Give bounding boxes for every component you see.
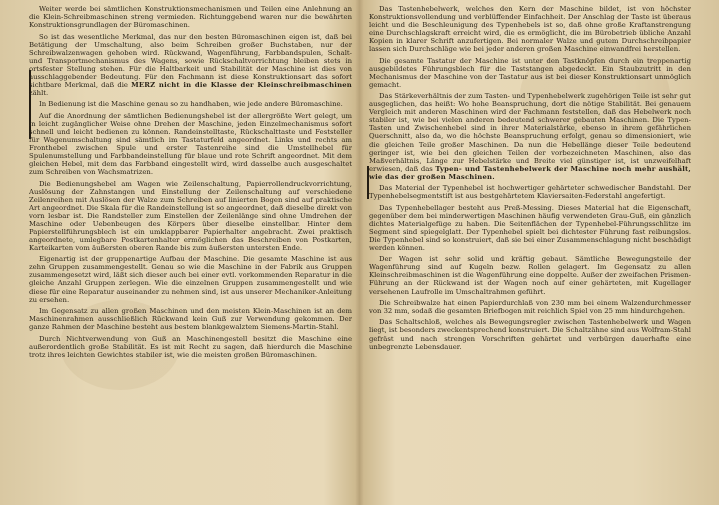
paragraph: In Bedienung ist die Maschine genau so zu handhaben, wie jede andere Büromaschine. <box>39 100 343 109</box>
paragraph: Die gesamte Tastatur der Maschine ist unter den Tastknöpfen durch ein treppenartig ausgebildetes Führungsblech für die Taststangen abgedeckt. Ein Staubzutritt in den Mechanismus der Maschine von der Tastatur aus ist bei dieser Konstruktionsart unmöglich gemacht. <box>369 56 691 89</box>
paragraph-text: Das Stärkeverhältnis der zum Tasten- und Typenhebelwerk zugehörigen Teile ist sehr gut ausgeglichen, das heißt: Wo hohe Beanspruchung, dort die nötige Stabilität. Bei genauem Vergleich mit anderen Maschinen wird der Fachmann feststellen, daß das Hebelwerk noch stabiler ist, wie bei vielen anderen bedeutend schwerer gebauten Maschinen. Die Typen-Tasten und Zwischenhebel sind in ihrer Materialstärke, ebenso in ihrem gefährlichen Querschnitt, also da, wo die höchste Beanspruchung erfolgt, genau so dimensioniert, wie die gleichen Teile großer Maschinen. Da nun die Hebellänge dieser Teile bedeutend geringer ist, wie bei den gleichen Teilen der vorbezeichneten Maschinen, also das Maßverhältnis, Länge zur Hebelstärke und Breite viel günstiger ist, ist unzweifelhaft erwiesen, daß das <box>369 92 691 173</box>
paragraph: Die Schreibwalze hat einen Papierdurchlaß von 230 mm bei einem Walzendurchmesser von 32 mm, sodaß die gesamten Briefbogen mit reichlich Spiel von 25 mm hindurchgehen. <box>369 298 691 315</box>
paragraph: Auf die Anordnung der sämtlichen Bedienungshebel ist der allergrößte Wert gelegt, um in leicht zugänglicher Weise ohne Drehen der Maschine, jeden Einzelmechanismus sofort schnell und leicht bedienen zu können. Randeinstelltaste, Rückschalttaste und Feststeller für Wagenumschaltung sind sämtlich im Tastaturfeld angeordnet. Links und rechts am Fronthebel zwischen Spule und erster Tastenreihe sind die Umstellhebel für Spulenumstellung und Farbbandeinstellung für blaue und rote Schrift angeordnet. Mit dem gleichen Hebel, mit dem das Farbband eingestellt wird, wird dasselbe auch ausgeschaltet zum Schreiben von Wachsmatrizen. <box>29 111 352 177</box>
paragraph: Das Tastenhebelwerk, welches den Kern der Maschine bildet, ist von höchster Konstruktionsvollendung und verblüffender Einfachheit. Der Anschlag der Taste ist überaus leicht und die Beschleunigung des Typenhebels ist so, daß ohne große Kraftanstrengung eine Durchschlagskraft erreicht wird, die es ermöglicht, die im Bürobetrieb übliche Anzahl Kopien in klarer Schrift anzufertigen. Bei normaler Walze und gutem Durchschreibpapier lassen sich Durchschläge wie bei jeder anderen großen Maschine einwandfrei herstellen. <box>369 5 691 54</box>
paragraph: Durch Nichtverwendung von Guß an Maschinengestell besitzt die Maschine eine außerordentlich große Stabilität. Es ist mit Recht zu sagen, daß hierdurch die Maschine trotz ihres leichten Gewichtes stabiler ist, wie die meisten großen Büromaschinen. <box>29 334 352 359</box>
paragraph: Weiter werde bei sämtlichen Konstruktionsmechanismen und Teilen eine Anlehnung an die Klein-Schreibmaschinen streng vermieden. Richtunggebend waren nur die bewährten Konstruktionsgrundlagen der Büromaschinen. <box>29 5 352 30</box>
paragraph: Das Typenhebellager besteht aus Preß-Messing. Dieses Material hat die Eigenschaft, gegenüber dem bei minderwertigen Maschinen häufig verwendeten Grau-Guß, ein gänzlich dichtes Materialgefüge zu haben. Die Seitenflächen der Typenhebel-Führungsschlitze im Segment sind spiegelglatt. Der Typenhebel spielt bei dichtester Führung fast reibungslos. Die Typenhebel sind so konstruiert, daß sie bei einer Zusammenschlagung nicht beschädigt werden können. <box>369 203 691 252</box>
paragraph: Das Material der Typenhebel ist hochwertiger gehärteter schwedischer Bandstahl. Der Typenhebelsegmentstift ist aus bestgehärtetem Klaviersaiten-Federstahl angefertigt. <box>369 184 691 201</box>
paragraph-text: zählt. <box>29 88 49 97</box>
emphasis-text: MERZ nicht in die Klasse der Kleinschreibmaschinen <box>131 80 352 89</box>
paragraph: Im Gegensatz zu allen großen Maschinen und den meisten Klein-Maschinen ist an dem Maschinenrahmen ausschließlich Rückwand kein Guß zur Verwendung gekommen. Der ganze Rahmen der Maschine besteht aus bestem blankgewalztem Siemens-Martin-Stahl. <box>29 306 352 332</box>
right-page <box>369 5 691 500</box>
paragraph: Die Bedienungshebel am Wagen wie Zeilenschaltung, Papierrollendruckvorrichtung, Auslösung der Zahnstangen und Einstellung der Zeilenschaltung auf verschiedene Zeilenreihen mit Auslösen der Walze zum Schreiben auf linierten Bogen sind auf praktische Art angeordnet. Die Skala für die Randeinstellung ist so angeordnet, daß dieselbe direkt von vorn lesbar ist. Die Randsteller zum Einstellen der Zeilenlänge sind ohne Umdrehen der Maschine oder Uebenbeugen des Körpers über dieselbe einstellbar. Hinter dem Papierstellführungsblech ist ein umklappbarer Papierhalter angebracht. Zwei praktisch angeordnete, umlegbare Postkartenhalter ermöglichen das Beschreiben von Postkarten, Karteikarten vom äußersten oberen Rande bis zum äußersten untersten Ende. <box>29 179 352 252</box>
paragraph: Eigenartig ist der gruppenartige Aufbau der Maschine. Die gesamte Maschine ist aus zehn Gruppen zusammengestellt. Genau so wie die Maschine in der Fabrik aus Gruppen zusammengesetzt wird, läßt sich dieser auch bei einer evtl. vorkommenden Reparatur in die gleiche Anzahl Gruppen zerlegen. Wie die einzelnen Gruppen zusammengestellt und wie diese für eine Reparatur auseinander zu nehmen sind, ist aus unserer Mechaniker-Anleitung zu ersehen. <box>29 255 352 304</box>
emphasis-text: Typen- und Tastenhebelwerk der Maschine noch mehr aushält, wie das der großen Maschinen. <box>369 164 691 181</box>
left-page <box>29 5 352 500</box>
paragraph-text: So ist das wesentliche Merkmal, das nur den besten Büromaschinen eigen ist, daß bei Betätigung der Umschaltung, also beim Schreiben großer Buchstaben, nur der Schreibwalzenwagen gehoben wird. Rückwand, Wagenführung, Farbbandspulen, Schalt- und Transportmechanismus des Wagens, sowie Rückschaltvorrichtung bleiben stets in ortsfester Stellung stehen. Für die Haltbarkeit und Stabilität der Maschine ist dies von ausschlaggebender Bedeutung. Für den Fachmann ist diese Konstruktionsart das sofort sichtbare Merkmal, daß die <box>29 32 352 89</box>
paragraph <box>29 33 352 97</box>
paragraph <box>369 92 691 181</box>
paragraph: Das Schaltschloß, welches als Bewegungsregler zwischen Tastenhebelwerk und Wagen liegt, ist besonders zweckentsprechend konstruiert. Die Schaltzähne sind aus Wolfram-Stahl gefräst und nach strengen Vorschriften gehärtet und verbürgen dauerhafte eine unbegrenzte Lebensdauer. <box>369 318 691 351</box>
paragraph: Der Wagen ist sehr solid und kräftig gebaut. Sämtliche Bewegungsteile der Wagenführung sind auf Kugeln bezw. Rollen gelagert. Im Gegensatz zu allen Kleinschreibmaschinen ist die Wagenführung eine doppelte. Außer der zweifachen Prismen-Führung an der Rückwand ist der Wagen noch auf einer gehärteten, mit Kugellager versehenen Laufrolle im Umschaltrahmen geführt. <box>369 255 691 296</box>
